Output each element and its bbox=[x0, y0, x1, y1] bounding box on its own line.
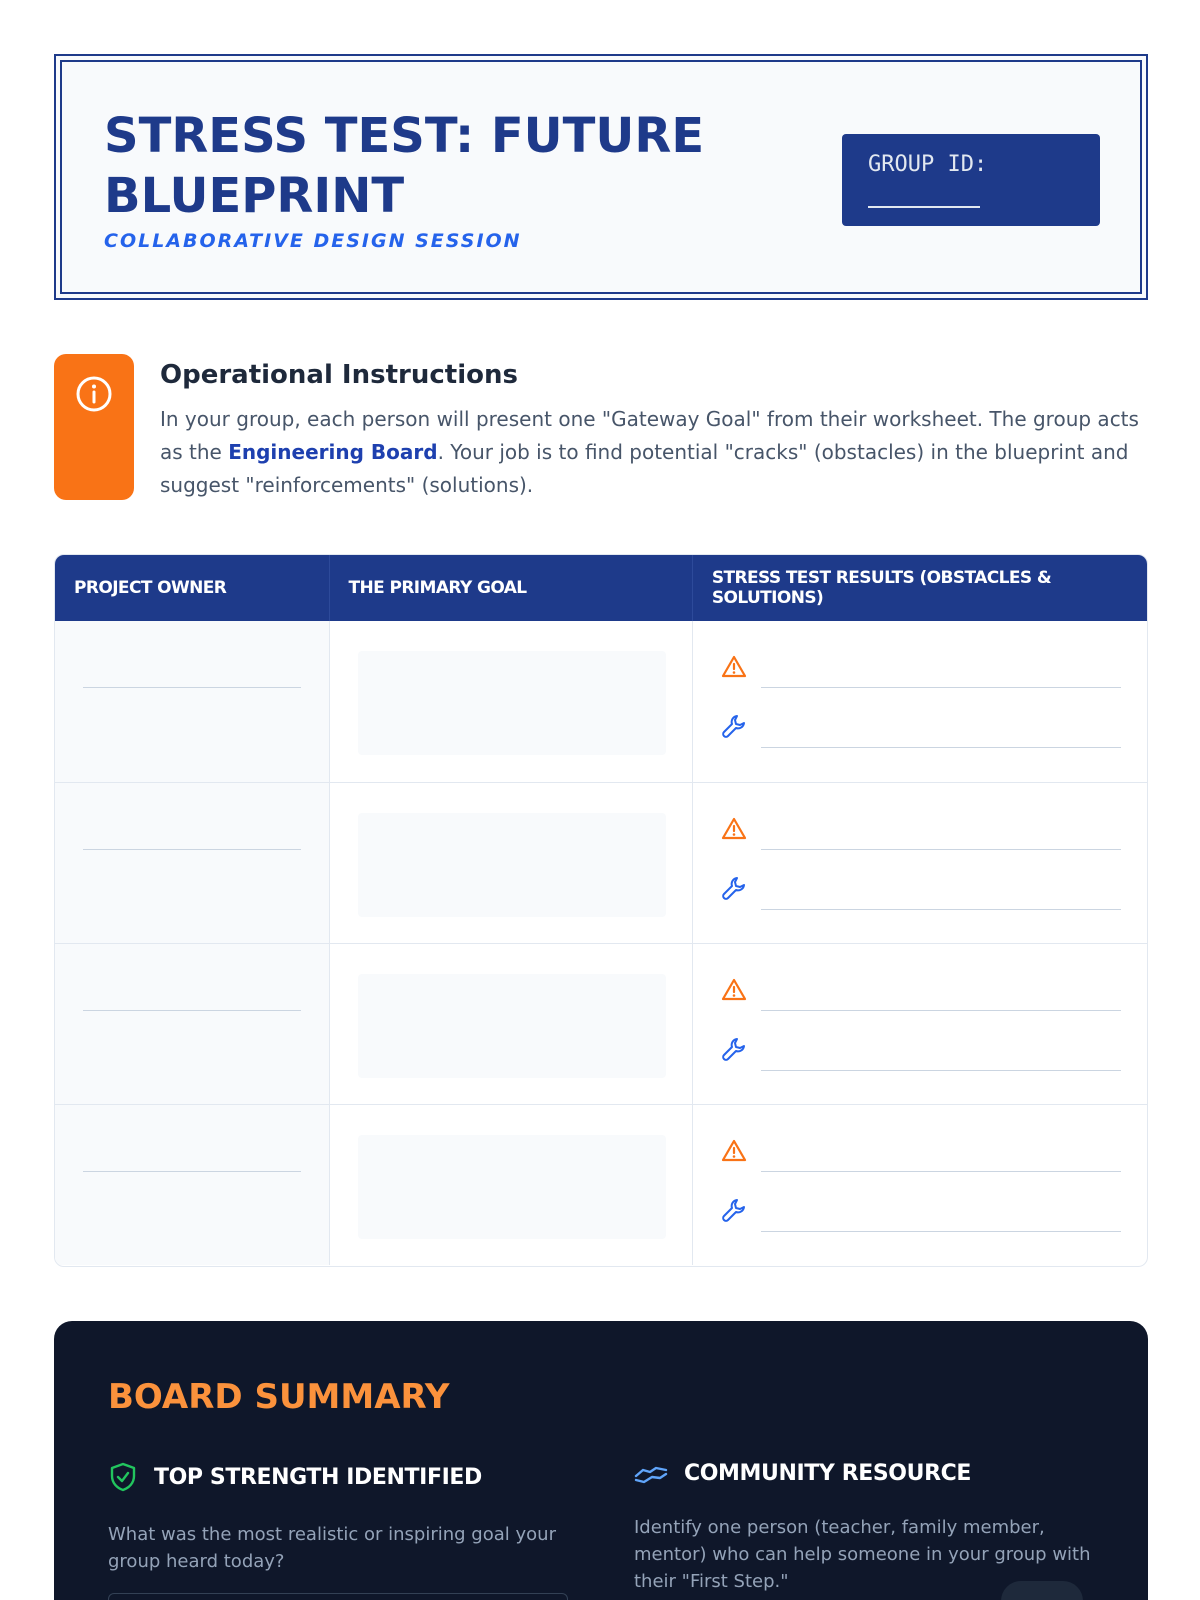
table-row bbox=[55, 621, 1147, 782]
warning-icon bbox=[721, 1139, 747, 1167]
primary-goal-cell bbox=[329, 783, 692, 943]
solution-field[interactable] bbox=[761, 1070, 1121, 1071]
column-header-goal: THE PRIMARY GOAL bbox=[329, 555, 692, 621]
community-resource-section bbox=[634, 1461, 1104, 1595]
summary-title: BOARD SUMMARY bbox=[108, 1377, 450, 1417]
stress-test-results-cell bbox=[692, 621, 1147, 782]
warning-icon bbox=[721, 978, 747, 1006]
page-title: STRESS TEST: FUTURE BLUEPRINT bbox=[104, 108, 705, 224]
primary-goal-field[interactable] bbox=[358, 813, 666, 917]
warning-icon bbox=[721, 817, 747, 845]
table-row bbox=[55, 782, 1147, 943]
wrench-icon bbox=[721, 1197, 747, 1227]
group-id-label: GROUP ID: bbox=[868, 152, 988, 177]
wrench-icon bbox=[721, 1036, 747, 1066]
group-id-box bbox=[842, 134, 1100, 226]
table-header bbox=[55, 555, 1147, 621]
group-id-field[interactable] bbox=[868, 186, 980, 208]
wrench-icon bbox=[721, 875, 747, 905]
instructions-badge bbox=[54, 354, 134, 500]
obstacle-field[interactable] bbox=[761, 1010, 1121, 1011]
primary-goal-cell bbox=[329, 1105, 692, 1265]
wrench-icon bbox=[721, 713, 747, 743]
solution-field[interactable] bbox=[761, 1231, 1121, 1232]
project-owner-field[interactable] bbox=[83, 849, 301, 850]
solution-field[interactable] bbox=[761, 747, 1121, 748]
community-resource-button[interactable] bbox=[1001, 1581, 1083, 1600]
primary-goal-field[interactable] bbox=[358, 974, 666, 1078]
obstacle-field[interactable] bbox=[761, 1171, 1121, 1172]
project-owner-field[interactable] bbox=[83, 687, 301, 688]
stress-test-results-cell bbox=[692, 1105, 1147, 1265]
handshake-icon bbox=[634, 1462, 668, 1486]
warning-icon bbox=[721, 655, 747, 683]
stress-test-results-cell bbox=[692, 783, 1147, 943]
instructions-title: Operational Instructions bbox=[160, 360, 518, 390]
instructions-text-start: In your group, each person will present one "Gateway Goal" from their worksheet. The group acts as the bbox=[160, 407, 1139, 464]
community-resource-heading-row bbox=[634, 1461, 1104, 1486]
top-strength-heading-row bbox=[108, 1461, 578, 1493]
primary-goal-cell bbox=[329, 944, 692, 1104]
table-row bbox=[55, 943, 1147, 1104]
top-strength-heading: TOP STRENGTH IDENTIFIED bbox=[154, 1464, 482, 1490]
top-strength-prompt: What was the most realistic or inspiring goal your group heard today? bbox=[108, 1524, 556, 1572]
stress-test-results-cell bbox=[692, 944, 1147, 1104]
page-subtitle: COLLABORATIVE DESIGN SESSION bbox=[104, 230, 522, 252]
instructions-text bbox=[160, 403, 1156, 502]
table-row bbox=[55, 1104, 1147, 1265]
project-owner-field[interactable] bbox=[83, 1171, 301, 1172]
table-body bbox=[55, 621, 1147, 1265]
top-strength-answer-field[interactable] bbox=[108, 1593, 568, 1600]
top-strength-section bbox=[108, 1461, 578, 1575]
obstacle-field[interactable] bbox=[761, 687, 1121, 688]
project-owner-cell bbox=[55, 621, 329, 782]
obstacle-field[interactable] bbox=[761, 849, 1121, 850]
community-resource-prompt: Identify one person (teacher, family member, mentor) who can help someone in your group with their "First Step." bbox=[634, 1517, 1091, 1592]
header-frame bbox=[54, 54, 1148, 300]
project-owner-cell bbox=[55, 783, 329, 943]
instructions-text-end: . Your job is to find potential "cracks" (obstacles) in the blueprint and suggest "reinforcements" (solutions). bbox=[160, 440, 1129, 497]
column-header-owner: PROJECT OWNER bbox=[74, 578, 227, 598]
shield-check-icon bbox=[108, 1461, 138, 1493]
community-resource-heading: COMMUNITY RESOURCE bbox=[684, 1461, 971, 1486]
project-owner-cell bbox=[55, 944, 329, 1104]
primary-goal-field[interactable] bbox=[358, 651, 666, 755]
info-icon bbox=[74, 374, 114, 414]
project-owner-cell bbox=[55, 1105, 329, 1265]
solution-field[interactable] bbox=[761, 909, 1121, 910]
primary-goal-cell bbox=[329, 621, 692, 782]
instructions-emphasis: Engineering Board bbox=[228, 440, 438, 464]
column-header-results: STRESS TEST RESULTS (OBSTACLES & SOLUTIONS) bbox=[692, 555, 1147, 621]
board-summary-panel bbox=[54, 1321, 1148, 1600]
header-inner-frame bbox=[60, 60, 1142, 294]
stress-test-table bbox=[54, 554, 1148, 1267]
primary-goal-field[interactable] bbox=[358, 1135, 666, 1239]
project-owner-field[interactable] bbox=[83, 1010, 301, 1011]
